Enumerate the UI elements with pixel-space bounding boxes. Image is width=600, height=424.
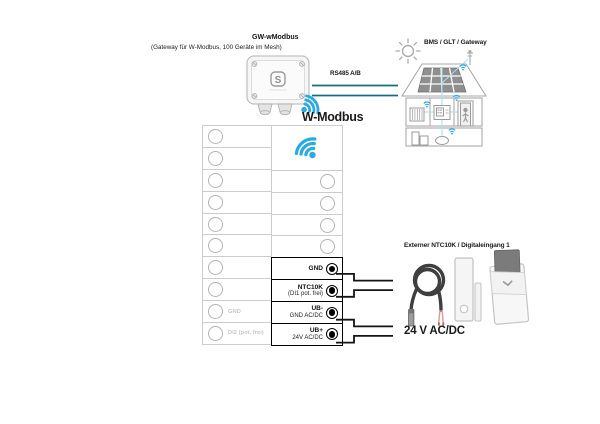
table-row bbox=[202, 234, 272, 257]
table-row bbox=[271, 235, 343, 258]
wire-ub-plus bbox=[336, 336, 393, 343]
terminal-hole-icon bbox=[208, 129, 223, 144]
table-row bbox=[202, 169, 272, 192]
table-row bbox=[271, 170, 343, 193]
terminal-sublabel: 24V AC/DC bbox=[292, 334, 323, 341]
wire-ntc10k bbox=[336, 290, 393, 297]
cable-temperature-sensor bbox=[402, 253, 452, 329]
terminal-hole-icon bbox=[208, 326, 223, 341]
terminal-hole-icon bbox=[208, 304, 223, 319]
terminal-label: GND bbox=[308, 265, 323, 273]
terminal-label: UB+ bbox=[309, 327, 323, 335]
table-row-di2-left bbox=[202, 322, 272, 345]
terminal-hole-icon bbox=[208, 195, 223, 210]
terminal-cell-ub-minus bbox=[271, 301, 343, 324]
wmodbus-label: W-Modbus bbox=[302, 110, 364, 124]
terminal-cell-ub-plus bbox=[271, 323, 343, 346]
left-terminal-label: GND bbox=[228, 308, 241, 315]
terminal-hole-icon bbox=[208, 151, 223, 166]
key-card-holder bbox=[486, 248, 534, 334]
terminal-hole-icon bbox=[320, 218, 335, 233]
terminal-screw-icon bbox=[326, 328, 338, 340]
terminal-sublabel: (DI1 pot. frei) bbox=[287, 290, 323, 297]
svg-text:S: S bbox=[274, 74, 282, 86]
external-sensor-label: Externer NTC10K / Digitaleingang 1 bbox=[404, 242, 510, 249]
page-subtitle: (Gateway für W-Modbus, 100 Geräte im Mesh) bbox=[151, 44, 282, 51]
wire-gnd bbox=[336, 274, 393, 281]
power-label: 24 V AC/DC bbox=[404, 325, 465, 337]
terminal-screw-icon bbox=[326, 263, 338, 275]
terminal-screw-icon bbox=[326, 307, 338, 319]
terminal-hole-icon bbox=[208, 282, 223, 297]
building-illustration bbox=[397, 49, 492, 147]
terminal-hole-icon bbox=[208, 217, 223, 232]
terminal-screw-icon bbox=[326, 285, 338, 297]
terminal-hole-icon bbox=[208, 260, 223, 275]
table-row bbox=[202, 278, 272, 301]
terminal-hole-icon bbox=[320, 174, 335, 189]
terminal-sublabel: GND AC/DC bbox=[289, 312, 323, 319]
table-row bbox=[202, 213, 272, 236]
wireless-cell bbox=[271, 125, 343, 171]
table-row bbox=[202, 125, 272, 148]
table-row bbox=[202, 256, 272, 279]
table-row bbox=[271, 192, 343, 215]
terminal-block-left-column bbox=[202, 125, 272, 345]
table-row-gnd-left bbox=[202, 300, 272, 323]
wire-ub-minus bbox=[336, 320, 393, 327]
terminal-block-right-column bbox=[271, 125, 343, 346]
terminal-label: UB- bbox=[311, 305, 323, 313]
terminal-cell-ntc10k bbox=[271, 279, 343, 302]
door-contact-sensor bbox=[452, 256, 484, 328]
terminal-hole-icon bbox=[208, 238, 223, 253]
bms-label: BMS / GLT / Gateway bbox=[424, 39, 487, 46]
terminal-cell-gnd bbox=[271, 257, 343, 280]
table-row bbox=[271, 214, 343, 237]
terminal-hole-icon bbox=[320, 239, 335, 254]
page-title: GW-wModbus bbox=[252, 34, 299, 41]
left-terminal-label: DI2 (pot. frei) bbox=[228, 330, 264, 337]
terminal-hole-icon bbox=[320, 196, 335, 211]
terminal-hole-icon bbox=[208, 173, 223, 188]
terminal-label: NTC10K bbox=[297, 283, 323, 291]
wifi-icon bbox=[280, 121, 333, 174]
rs485-label: RS485 A/B bbox=[330, 70, 361, 77]
table-row bbox=[202, 191, 272, 214]
table-row bbox=[202, 147, 272, 170]
